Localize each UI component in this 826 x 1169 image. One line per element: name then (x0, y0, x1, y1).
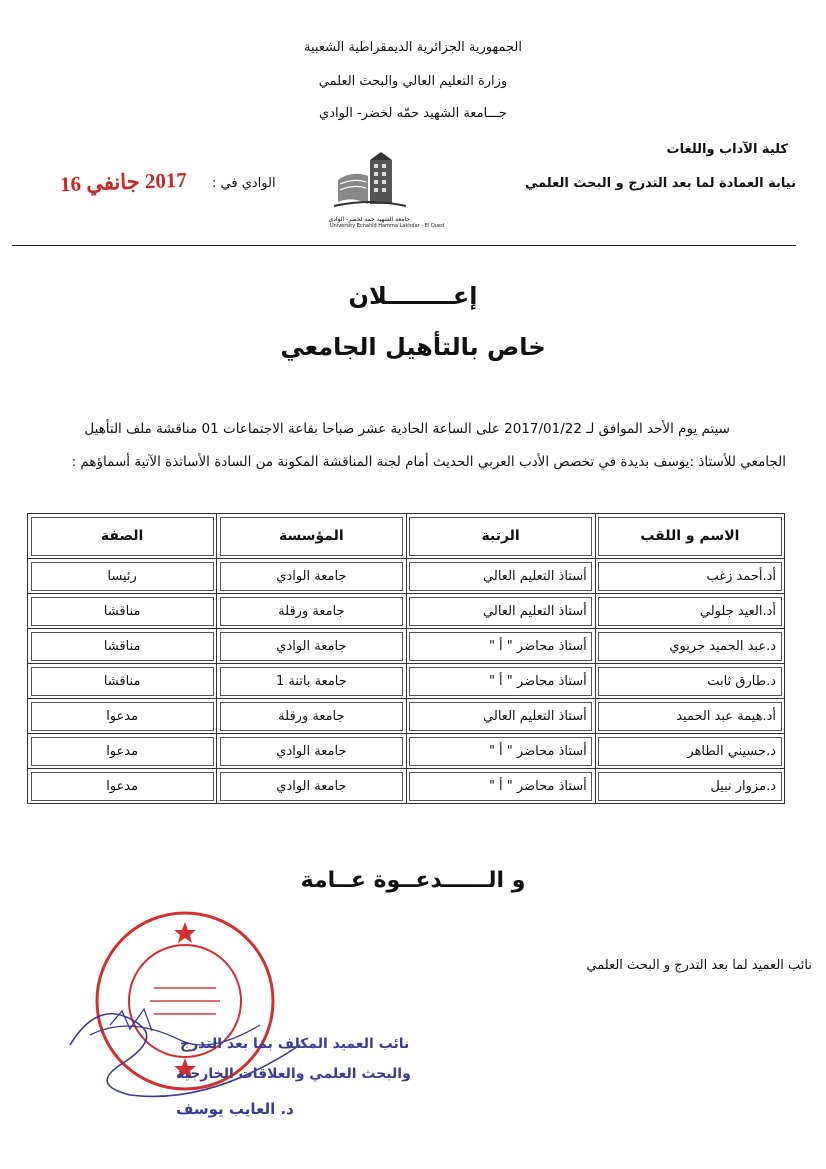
announcement-title: إعــــــــلان (348, 282, 478, 310)
university-logo (328, 150, 445, 234)
header-name: الاسم و اللقب (595, 514, 784, 559)
date-stamp: 2017 جانفي 16 (59, 167, 188, 197)
announcement-subtitle: خاص بالتأهيل الجامعي (280, 333, 546, 361)
logo-building-icon (330, 150, 410, 212)
member-role: مناقشا (28, 629, 217, 664)
table-row (28, 594, 785, 629)
member-rank: أستاذ التعليم العالي (406, 559, 595, 594)
table-row (28, 559, 785, 594)
member-institution: جامعة الوادي (217, 734, 406, 769)
member-role: مدعوا (28, 734, 217, 769)
office-name: نيابة العمادة لما بعد التدرج و البحث العلمي (524, 176, 796, 191)
announcement-line-2: الجامعي للأستاذ :يوسف بديدة في تخصص الأدب العربي الحديث أمام لجنة المناقشة المكونة من السادة الأساتذة الآتية أسماؤهم : (71, 454, 786, 470)
member-institution: جامعة ورقلة (217, 699, 406, 734)
committee-table (27, 513, 785, 804)
general-invitation: و الــــــدعــوة عــامة (300, 868, 526, 893)
member-institution: جامعة الوادي (217, 769, 406, 804)
stamp-line-3: د. العايب يوسف (176, 1100, 294, 1118)
member-role: رئيسا (28, 559, 217, 594)
member-rank: أستاذ محاضر " أ " (406, 769, 595, 804)
logo-caption-en: University Echahid Hamma Lakhdar - El Oued (330, 223, 445, 229)
member-role: مدعوا (28, 769, 217, 804)
member-institution: جامعة ورقلة (217, 594, 406, 629)
table-row (28, 664, 785, 699)
member-role: مدعوا (28, 699, 217, 734)
table-header-row (28, 514, 785, 559)
member-rank: أستاذ التعليم العالي (406, 594, 595, 629)
header-divider (12, 245, 796, 246)
member-name: أد.هيمة عبد الحميد (595, 699, 784, 734)
member-name: د.حسيني الطاهر (595, 734, 784, 769)
member-institution: جامعة باتنة 1 (217, 664, 406, 699)
university-name: جـــامعة الشهيد حمّه لخضر- الوادي (319, 106, 507, 121)
member-institution: جامعة الوادي (217, 629, 406, 664)
header-rank: الرتبة (406, 514, 595, 559)
member-rank: أستاذ محاضر " أ " (406, 664, 595, 699)
member-institution: جامعة الوادي (217, 559, 406, 594)
logo-caption-ar: جامعة الشهيد حمه لخضر- الوادي (328, 216, 410, 223)
member-name: د.طارق ثابت (595, 664, 784, 699)
stamp-line-1: نائب العميد المكلف بما بعد التدرج (180, 1036, 410, 1052)
faculty-name: كلية الآداب واللغات (666, 142, 788, 157)
table-row (28, 769, 785, 804)
announcement-line-1: سيتم يوم الأحد الموافق لـ 2017/01/22 على الساعة الحادية عشر صباحا بقاعة الاجتماعات 01 مناقشة ملف التأهيل (84, 421, 730, 437)
stamp-line-2: والبحث العلمي والعلاقات الخارجية (176, 1066, 411, 1082)
member-name: أد.أحمد زغب (595, 559, 784, 594)
signatory-title: نائب العميد لما بعد التدرج و البحث العلمي (586, 958, 812, 973)
member-rank: أستاذ محاضر " أ " (406, 629, 595, 664)
member-name: أد.العيد جلولي (595, 594, 784, 629)
member-role: مناقشا (28, 594, 217, 629)
table-row (28, 699, 785, 734)
member-rank: أستاذ التعليم العالي (406, 699, 595, 734)
member-role: مناقشا (28, 664, 217, 699)
header-institution: المؤسسة (217, 514, 406, 559)
table-row (28, 734, 785, 769)
place-date-label: الوادي في : (212, 176, 276, 191)
header-role: الصفة (28, 514, 217, 559)
member-name: د.مزوار نبيل (595, 769, 784, 804)
member-name: د.عبد الحميد جريوي (595, 629, 784, 664)
table-row (28, 629, 785, 664)
ministry-name: وزارة التعليم العالي والبحث العلمي (318, 74, 508, 89)
member-rank: أستاذ محاضر " أ " (406, 734, 595, 769)
country-name: الجمهورية الجزائرية الديمقراطية الشعبية (304, 40, 522, 55)
